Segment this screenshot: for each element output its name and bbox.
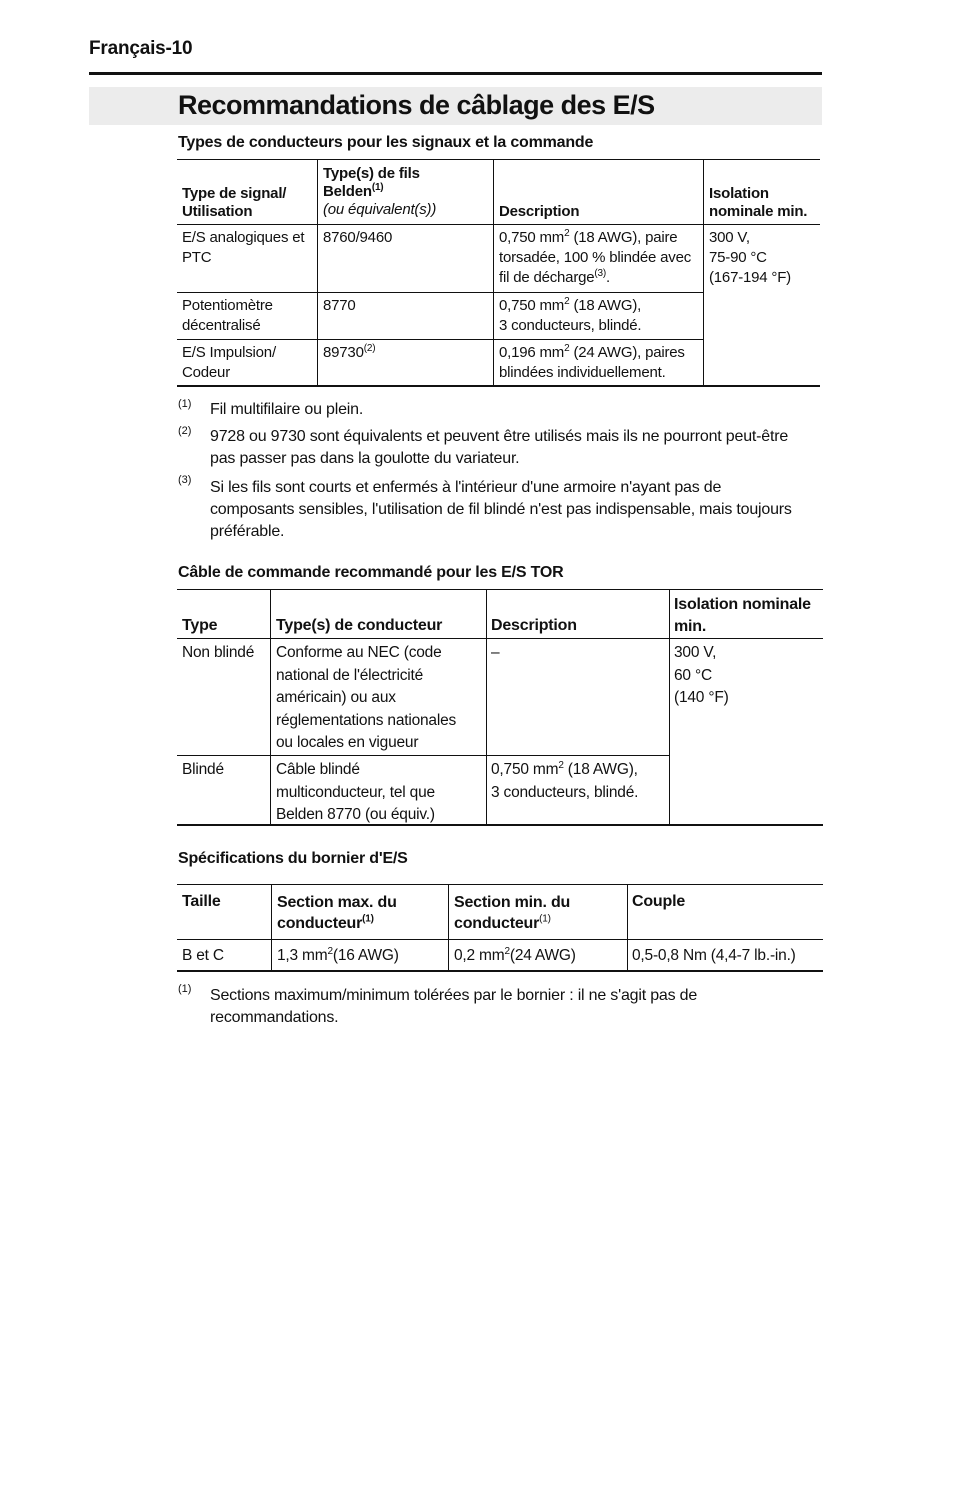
table2-heading: Câble de commande recommandé pour les E/S TOR bbox=[178, 564, 564, 581]
footnote-number: (1) bbox=[178, 398, 192, 410]
table1-row1-wire: 8760/9460 bbox=[323, 229, 393, 246]
table1-row1-type: E/S analogiques et PTC bbox=[182, 229, 305, 266]
table1-row3-type: E/S Impulsion/ Codeur bbox=[182, 344, 276, 381]
table2-col-rule bbox=[486, 589, 487, 825]
table1-header-description: Description bbox=[499, 203, 580, 220]
header-rule bbox=[89, 72, 822, 75]
table3-heading: Spécifications du bornier d'E/S bbox=[178, 850, 408, 867]
table1-row3-wire: 89730$^{(2)}$ bbox=[323, 343, 376, 361]
table2-row1-conductor: Conforme au NEC (code national de l'électricité américain) ou aux réglementations nationales ou locales en vigueur bbox=[276, 644, 457, 751]
table2-header-type: Type bbox=[182, 617, 218, 634]
table3-col-rule bbox=[271, 884, 272, 971]
footnote-text: Sections maximum/minimum tolérées par le bornier : il ne s'agit pas de recommandations. bbox=[210, 987, 698, 1026]
table2-col-rule bbox=[669, 589, 670, 825]
table1-row2-description: 0,750 $mm^2$ (18 AWG), 3 conducteurs, blindé. bbox=[499, 296, 642, 334]
table1-heading: Types de conducteurs pour les signaux et la commande bbox=[178, 134, 594, 151]
table2-header-description: Description bbox=[491, 617, 577, 634]
table1-header-signal: Type de signal/ Utilisation bbox=[182, 185, 287, 220]
table1-row-rule bbox=[177, 292, 703, 293]
table3-row-max: 1,3 $mm^2(16$ AWG) bbox=[277, 945, 399, 964]
table2-top-rule bbox=[177, 589, 823, 590]
table2-row1-type: Non blindé bbox=[182, 644, 255, 661]
table3-col-rule bbox=[448, 884, 449, 971]
table3-header-torque: Couple bbox=[632, 893, 686, 910]
table3-row-min: 0,2 $mm^2(24$ AWG) bbox=[454, 945, 576, 964]
table1-row2-type: Potentiomètre décentralisé bbox=[182, 297, 273, 334]
table2-row1-description: – bbox=[491, 644, 500, 661]
footnote-number: (1) bbox=[178, 983, 192, 995]
table1-row2-wire: 8770 bbox=[323, 297, 356, 314]
table1-row3-description: 0,196 $mm^2$ (24 AWG), paires blindées individuellement. bbox=[499, 343, 685, 381]
footnote-number: (3) bbox=[178, 474, 192, 486]
table1-top-rule bbox=[177, 159, 820, 160]
table1-insulation: 300 V, 75-90 °C (167-194 °F) bbox=[709, 229, 791, 286]
table3-bottom-rule bbox=[177, 970, 823, 972]
table1-col-rule bbox=[703, 159, 704, 386]
page-number-label: Français-10 bbox=[89, 38, 193, 59]
table1-header-wire: Type(s) de fils Belden$^{(1)}$ (ou équivalent(s)) bbox=[323, 165, 437, 218]
table2-header-rule bbox=[177, 638, 823, 639]
table1-col-rule bbox=[317, 159, 318, 386]
footnote-text: Fil multifilaire ou plein. bbox=[210, 401, 364, 418]
table2-row2-description: 0,750 $mm^2$ (18 AWG), 3 conducteurs, blindé. bbox=[491, 759, 639, 801]
table1-row1-description: 0,750 $mm^2$ (18 AWG), paire torsadée, 100 % blindée avec fil de décharge$^{(3)}$. bbox=[499, 228, 692, 286]
table2-col-rule bbox=[270, 589, 271, 825]
table3-header-size: Taille bbox=[182, 893, 221, 910]
footnote-text: 9728 ou 9730 sont équivalents et peuvent être utilisés mais ils ne pourront peut-être pas passer pas dans la goulotte du variateur. bbox=[210, 428, 789, 467]
table1-header-insulation: Isolation nominale min. bbox=[709, 185, 808, 220]
table3-header-min: Section min. du conducteur$^{(1)}$ bbox=[454, 894, 571, 932]
table3-col-rule bbox=[627, 884, 628, 971]
table2-insulation: 300 V, 60 °C (140 °F) bbox=[674, 644, 729, 706]
table2-row2-type: Blindé bbox=[182, 761, 224, 778]
table1-bottom-rule bbox=[177, 385, 820, 387]
table2-row2-conductor: Câble blindé multiconducteur, tel que Belden 8770 (ou équiv.) bbox=[276, 761, 435, 823]
table3-row-torque: 0,5-0,8 Nm (4,4-7 lb.-in.) bbox=[632, 947, 796, 964]
table2-row-rule bbox=[177, 755, 669, 756]
footnote-number: (2) bbox=[178, 425, 192, 437]
table2-header-conductor: Type(s) de conducteur bbox=[276, 617, 443, 634]
table3-top-rule bbox=[177, 884, 823, 885]
table2-bottom-rule bbox=[177, 824, 823, 826]
table2-header-insulation: Isolation nominale min. bbox=[674, 596, 811, 635]
page-title: Recommandations de câblage des E/S bbox=[178, 90, 655, 120]
table1-header-rule bbox=[177, 224, 820, 225]
table3-row-size: B et C bbox=[182, 947, 224, 964]
table3-header-max: Section max. du conducteur$^{(1)}$ bbox=[277, 894, 397, 932]
table1-col-rule bbox=[493, 159, 494, 386]
table3-header-rule bbox=[177, 939, 823, 940]
table1-row-rule bbox=[177, 339, 703, 340]
footnote-text: Si les fils sont courts et enfermés à l'intérieur d'une armoire n'ayant pas de composants sensibles, l'utilisation de fil blindé n'est pas indispensable, mais toujours préférable. bbox=[210, 479, 792, 540]
